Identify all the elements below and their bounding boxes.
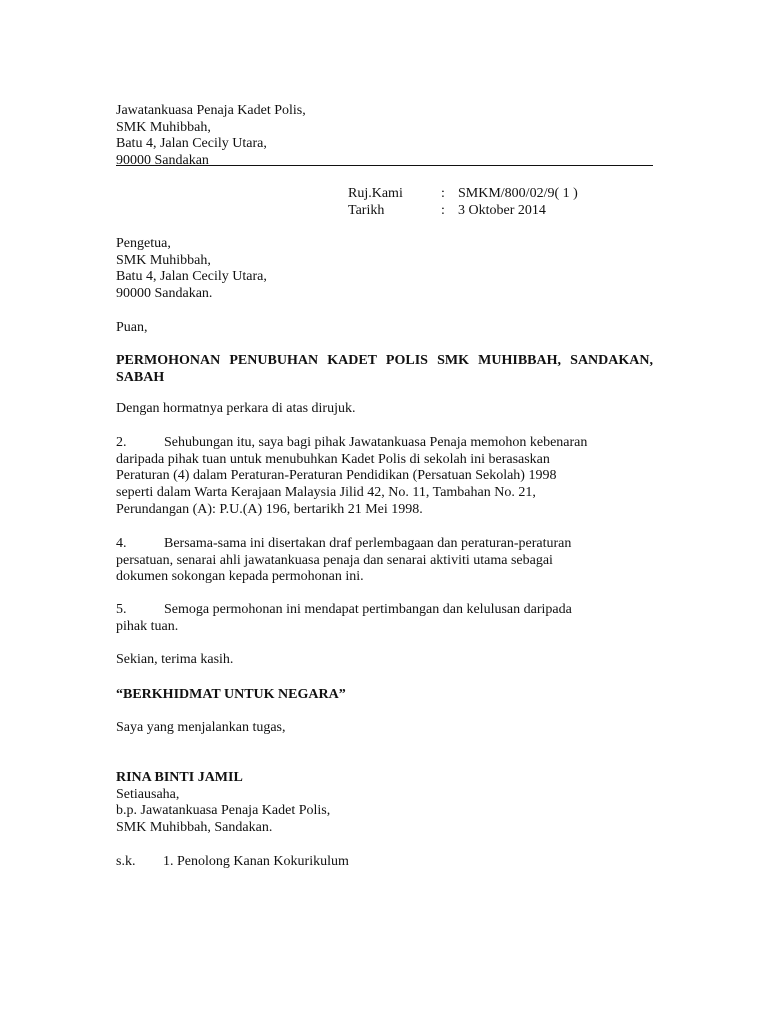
- paragraph-line: Semoga permohonan ini mendapat pertimbangan dan kelulusan daripada: [164, 602, 572, 617]
- date-value: 3 Oktober 2014: [458, 203, 546, 218]
- recipient-line: 90000 Sandakan.: [116, 286, 213, 302]
- letter-subject: [116, 353, 653, 386]
- reference-value: SMKM/800/02/9( 1 ): [458, 186, 578, 201]
- paragraph-number: 5.: [116, 602, 127, 617]
- paragraph-5: [116, 602, 656, 635]
- recipient-address: [116, 236, 656, 303]
- date-row: [348, 202, 648, 219]
- paragraph-line: Peraturan (4) dalam Peraturan-Peraturan Pendidikan (Persatuan Sekolah) 1998: [116, 468, 557, 484]
- reference-label: Ruj.Kami: [348, 186, 403, 201]
- recipient-line: Batu 4, Jalan Cecily Utara,: [116, 269, 267, 285]
- motto: “BERKHIDMAT UNTUK NEGARA”: [116, 687, 346, 702]
- recipient-line: Pengetua,: [116, 236, 171, 251]
- paragraph-number: 2.: [116, 435, 127, 450]
- signer-line: b.p. Jawatankuasa Penaja Kadet Polis,: [116, 803, 331, 819]
- letterhead-divider: [116, 165, 653, 166]
- paragraph-2: [116, 435, 656, 519]
- paragraph-line: daripada pihak tuan untuk menubuhkan Kadet Polis di sekolah ini berasaskan: [116, 451, 550, 467]
- paragraph-line: seperti dalam Warta Kerajaan Malaysia Jilid 42, No. 11, Tambahan No. 21,: [116, 485, 536, 501]
- signer-line: Setiausaha,: [116, 786, 180, 802]
- sender-line: SMK Muhibbah,: [116, 119, 211, 135]
- sender-line: Jawatankuasa Penaja Kadet Polis,: [116, 103, 306, 118]
- sign-off: Saya yang menjalankan tugas,: [116, 720, 286, 735]
- signer-name: RINA BINTI JAMIL: [116, 770, 243, 785]
- salutation: Puan,: [116, 320, 148, 335]
- paragraph-line: Perundangan (A): P.U.(A) 196, bertarikh 21 Mei 1998.: [116, 501, 423, 517]
- subject-line: SABAH: [116, 369, 165, 385]
- paragraph-line: persatuan, senarai ahli jawatankuasa penaja dan senarai aktiviti utama sebagai: [116, 552, 553, 568]
- recipient-line: SMK Muhibbah,: [116, 252, 211, 268]
- signature-block: [116, 770, 656, 837]
- cc-item: 1. Penolong Kanan Kokurikulum: [163, 854, 349, 869]
- carbon-copy: [116, 854, 656, 871]
- paragraph-line: Bersama-sama ini disertakan draf perlembagaan dan peraturan-peraturan: [164, 536, 572, 551]
- closing-remark: Sekian, terima kasih.: [116, 652, 234, 667]
- date-label: Tarikh: [348, 203, 385, 218]
- sender-line: Batu 4, Jalan Cecily Utara,: [116, 136, 267, 152]
- paragraph-line: pihak tuan.: [116, 618, 179, 634]
- reference-block: [348, 185, 648, 219]
- signer-line: SMK Muhibbah, Sandakan.: [116, 820, 273, 836]
- paragraph-line: dokumen sokongan kepada permohonan ini.: [116, 569, 364, 585]
- paragraph-line: Sehubungan itu, saya bagi pihak Jawatankuasa Penaja memohon kebenaran: [164, 435, 588, 450]
- date-separator: :: [441, 203, 445, 218]
- paragraph-4: [116, 536, 656, 586]
- sender-line: 90000 Sandakan: [116, 153, 209, 169]
- paragraph-number: 4.: [116, 536, 127, 551]
- reference-separator: :: [441, 186, 445, 201]
- cc-label: s.k.: [116, 854, 136, 869]
- sender-address: [116, 103, 656, 170]
- intro-paragraph: Dengan hormatnya perkara di atas dirujuk.: [116, 401, 356, 416]
- subject-line: PERMOHONAN PENUBUHAN KADET POLIS SMK MUHIBBAH, SANDAKAN,: [116, 353, 653, 368]
- reference-row: [348, 185, 648, 202]
